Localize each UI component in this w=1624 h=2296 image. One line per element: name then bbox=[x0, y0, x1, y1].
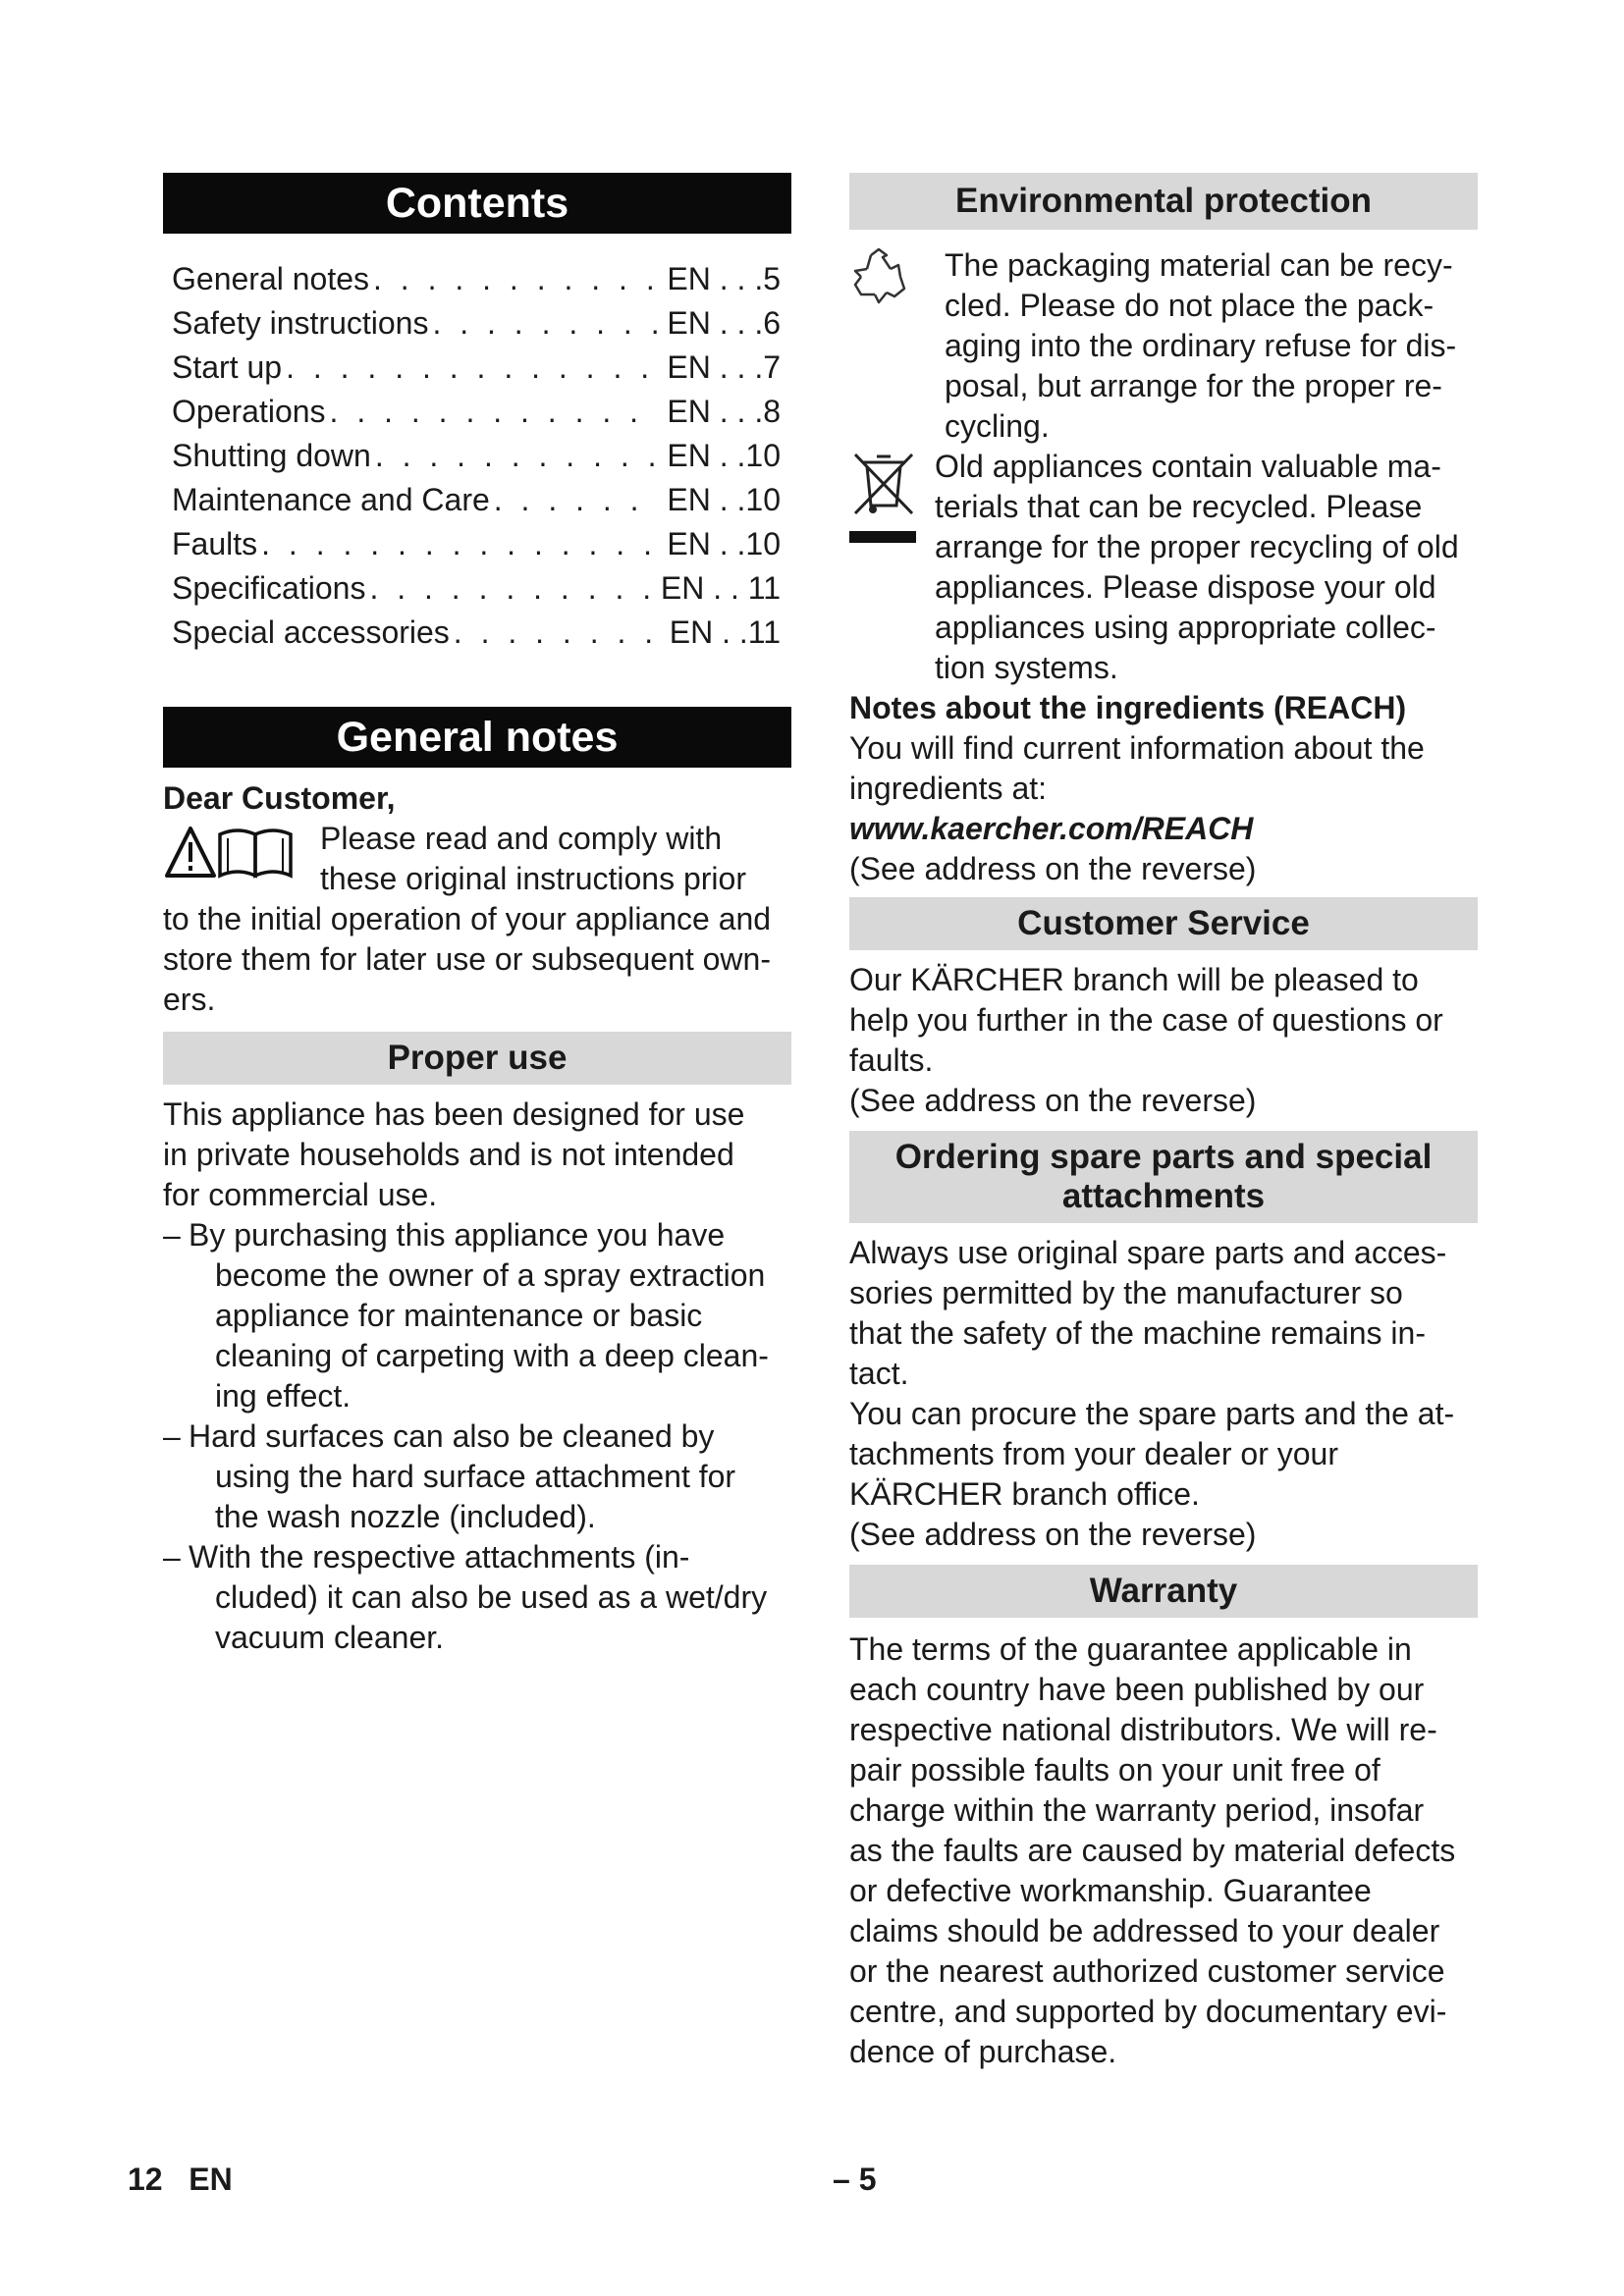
spare-parts-line: Always use original spare parts and acces- bbox=[849, 1235, 1447, 1270]
toc-entry[interactable] bbox=[172, 257, 781, 301]
bullet-line: using the hard surface attachment for bbox=[215, 1459, 736, 1494]
reach-heading: Notes about the ingredients (REACH) bbox=[849, 690, 1407, 725]
page-number-label: 12 EN bbox=[128, 2162, 233, 2197]
recycling-icon bbox=[849, 247, 908, 306]
toc-entry[interactable] bbox=[172, 390, 781, 434]
warranty-line: or the nearest authorized customer service bbox=[849, 1953, 1445, 1989]
warranty-line: charge within the warranty period, insofar bbox=[849, 1792, 1425, 1828]
list-item: – Hard surfaces can also be cleaned by using the hard surface attachment for the wash nozzle (included). bbox=[163, 1416, 791, 1537]
toc-page: EN . . .8 bbox=[667, 394, 781, 429]
old-appliances-line: appliances. Please dispose your old bbox=[935, 569, 1436, 605]
customer-service-line: faults. bbox=[849, 1042, 934, 1078]
reach-line: ingredients at: bbox=[849, 771, 1048, 806]
bullet-line: cleaning of carpeting with a deep clean- bbox=[215, 1338, 769, 1373]
customer-service-line: help you further in the case of questions or bbox=[849, 1002, 1443, 1038]
toc-entry[interactable] bbox=[172, 346, 781, 390]
toc-entry[interactable] bbox=[172, 301, 781, 346]
packaging-line: cled. Please do not place the pack- bbox=[945, 288, 1435, 323]
toc-leader bbox=[450, 611, 662, 655]
intro-line: store them for later use or subsequent own- bbox=[163, 941, 771, 977]
toc-leader bbox=[490, 478, 660, 522]
toc-title: Maintenance and Care bbox=[172, 482, 490, 517]
toc-title: Shutting down bbox=[172, 438, 371, 473]
toc-title: Specifications bbox=[172, 570, 366, 606]
intro-line: ers. bbox=[163, 982, 216, 1017]
packaging-line: The packaging material can be recy- bbox=[945, 247, 1453, 283]
toc-title: Special accessories bbox=[172, 614, 450, 650]
spare-parts-heading-line: attachments bbox=[1061, 1177, 1266, 1215]
warranty-text bbox=[849, 1629, 1478, 2072]
customer-service-line: Our KÄRCHER branch will be pleased to bbox=[849, 962, 1419, 997]
bullet-line: ing effect. bbox=[215, 1378, 352, 1414]
crossed-bin-icon bbox=[849, 449, 918, 547]
right-column bbox=[849, 173, 1478, 2072]
toc-page: EN . .11 bbox=[669, 614, 781, 650]
old-appliances-line: appliances using appropriate collec- bbox=[935, 610, 1436, 645]
toc-page: EN . .10 bbox=[667, 438, 781, 473]
warranty-line: claims should be addressed to your dealer bbox=[849, 1913, 1440, 1949]
spare-parts-line: that the safety of the machine remains in- bbox=[849, 1315, 1426, 1351]
page-number-center: – 5 bbox=[833, 2162, 877, 2197]
intro-line: these original instructions prior bbox=[320, 861, 746, 896]
bullet-line: Hard surfaces can also be cleaned by bbox=[189, 1418, 715, 1454]
reach-note: (See address on the reverse) bbox=[849, 851, 1257, 886]
old-appliances-block bbox=[849, 447, 1478, 688]
toc-entry[interactable] bbox=[172, 478, 781, 522]
intro-line: Please read and comply with bbox=[320, 821, 723, 856]
proper-use-line: in private households and is not intended bbox=[163, 1137, 734, 1172]
spare-parts-line: tachments from your dealer or your bbox=[849, 1436, 1338, 1471]
toc-entry[interactable] bbox=[172, 611, 781, 655]
toc-leader bbox=[257, 522, 659, 566]
toc-entry[interactable] bbox=[172, 566, 781, 611]
bullet-line: vacuum cleaner. bbox=[215, 1620, 445, 1655]
warranty-line: centre, and supported by documentary evi- bbox=[849, 1994, 1447, 2029]
intro-line: to the initial operation of your appliance and bbox=[163, 901, 772, 936]
packaging-block bbox=[849, 245, 1478, 447]
toc-title: Faults bbox=[172, 526, 258, 561]
toc-leader bbox=[428, 301, 659, 346]
spare-parts-line: tact. bbox=[849, 1356, 909, 1391]
spare-parts-note: (See address on the reverse) bbox=[849, 1517, 1257, 1552]
read-instructions-block bbox=[163, 819, 791, 1020]
spare-parts-heading bbox=[849, 1131, 1478, 1223]
toc-entry[interactable] bbox=[172, 522, 781, 566]
list-item: – By purchasing this appliance you have become the owner of a spray extraction appliance for maintenance or basic cleaning of carpeting with a deep clean- ing effect. bbox=[163, 1215, 791, 1416]
packaging-line: posal, but arrange for the proper re- bbox=[945, 368, 1442, 403]
toc-leader bbox=[365, 566, 652, 611]
packaging-line: aging into the ordinary refuse for dis- bbox=[945, 328, 1457, 363]
proper-use-heading: Proper use bbox=[163, 1032, 791, 1085]
toc-page: EN . . 11 bbox=[660, 570, 781, 606]
toc-leader bbox=[369, 257, 659, 301]
old-appliances-line: Old appliances contain valuable ma- bbox=[935, 449, 1441, 484]
toc-page: EN . . .5 bbox=[667, 261, 781, 296]
table-of-contents bbox=[172, 257, 781, 655]
customer-service-heading: Customer Service bbox=[849, 897, 1478, 950]
toc-leader bbox=[282, 346, 659, 390]
old-appliances-line: terials that can be recycled. Please bbox=[935, 489, 1423, 524]
warranty-line: The terms of the guarantee applicable in bbox=[849, 1631, 1412, 1667]
warranty-heading: Warranty bbox=[849, 1565, 1478, 1618]
packaging-line: cycling. bbox=[945, 408, 1050, 444]
warranty-line: each country have been published by our bbox=[849, 1672, 1425, 1707]
toc-leader bbox=[326, 390, 660, 434]
warranty-line: or defective workmanship. Guarantee bbox=[849, 1873, 1372, 1908]
toc-page: EN . .10 bbox=[667, 482, 781, 517]
warranty-line: pair possible faults on your unit free of bbox=[849, 1752, 1380, 1788]
customer-service-text bbox=[849, 960, 1478, 1121]
reach-link[interactable]: www.kaercher.com/REACH bbox=[849, 811, 1254, 846]
bullet-line: the wash nozzle (included). bbox=[215, 1499, 596, 1534]
spare-parts-line: KÄRCHER branch office. bbox=[849, 1476, 1200, 1512]
warranty-line: as the faults are caused by material defects bbox=[849, 1833, 1456, 1868]
reach-line: You will find current information about the bbox=[849, 730, 1425, 766]
toc-title: Operations bbox=[172, 394, 326, 429]
proper-use-text bbox=[163, 1095, 791, 1215]
environmental-heading: Environmental protection bbox=[849, 173, 1478, 230]
customer-service-note: (See address on the reverse) bbox=[849, 1083, 1257, 1118]
warranty-line: respective national distributors. We will re- bbox=[849, 1712, 1437, 1747]
salutation: Dear Customer, bbox=[163, 780, 396, 816]
reach-block bbox=[849, 688, 1478, 889]
warning-manual-icon bbox=[165, 825, 310, 881]
bullet-line: By purchasing this appliance you have bbox=[189, 1217, 726, 1253]
left-column bbox=[163, 173, 791, 1658]
toc-title: Safety instructions bbox=[172, 305, 429, 341]
proper-use-line: This appliance has been designed for use bbox=[163, 1096, 745, 1132]
proper-use-line: for commercial use. bbox=[163, 1177, 438, 1212]
proper-use-bullets bbox=[163, 1215, 791, 1658]
warranty-line: dence of purchase. bbox=[849, 2034, 1117, 2069]
contents-heading: Contents bbox=[163, 173, 791, 234]
toc-page: EN . . .6 bbox=[667, 305, 781, 341]
toc-page: EN . .10 bbox=[667, 526, 781, 561]
bullet-line: become the owner of a spray extraction bbox=[215, 1257, 766, 1293]
list-item: – With the respective attachments (in- cluded) it can also be used as a wet/dry vacuum cleaner. bbox=[163, 1537, 791, 1658]
toc-title: General notes bbox=[172, 261, 370, 296]
toc-entry[interactable] bbox=[172, 434, 781, 478]
bullet-line: appliance for maintenance or basic bbox=[215, 1298, 703, 1333]
spare-parts-heading-line: Ordering spare parts and special bbox=[894, 1138, 1433, 1176]
old-appliances-line: arrange for the proper recycling of old bbox=[935, 529, 1459, 564]
toc-leader bbox=[371, 434, 660, 478]
toc-title: Start up bbox=[172, 349, 283, 385]
toc-page: EN . . .7 bbox=[667, 349, 781, 385]
spare-parts-line: You can procure the spare parts and the at- bbox=[849, 1396, 1455, 1431]
spare-parts-line: sories permitted by the manufacturer so bbox=[849, 1275, 1403, 1310]
old-appliances-line: tion systems. bbox=[935, 650, 1118, 685]
bullet-line: With the respective attachments (in- bbox=[189, 1539, 690, 1575]
general-notes-heading: General notes bbox=[163, 707, 791, 768]
spare-parts-text bbox=[849, 1233, 1478, 1555]
bullet-line: cluded) it can also be used as a wet/dry bbox=[215, 1579, 768, 1615]
